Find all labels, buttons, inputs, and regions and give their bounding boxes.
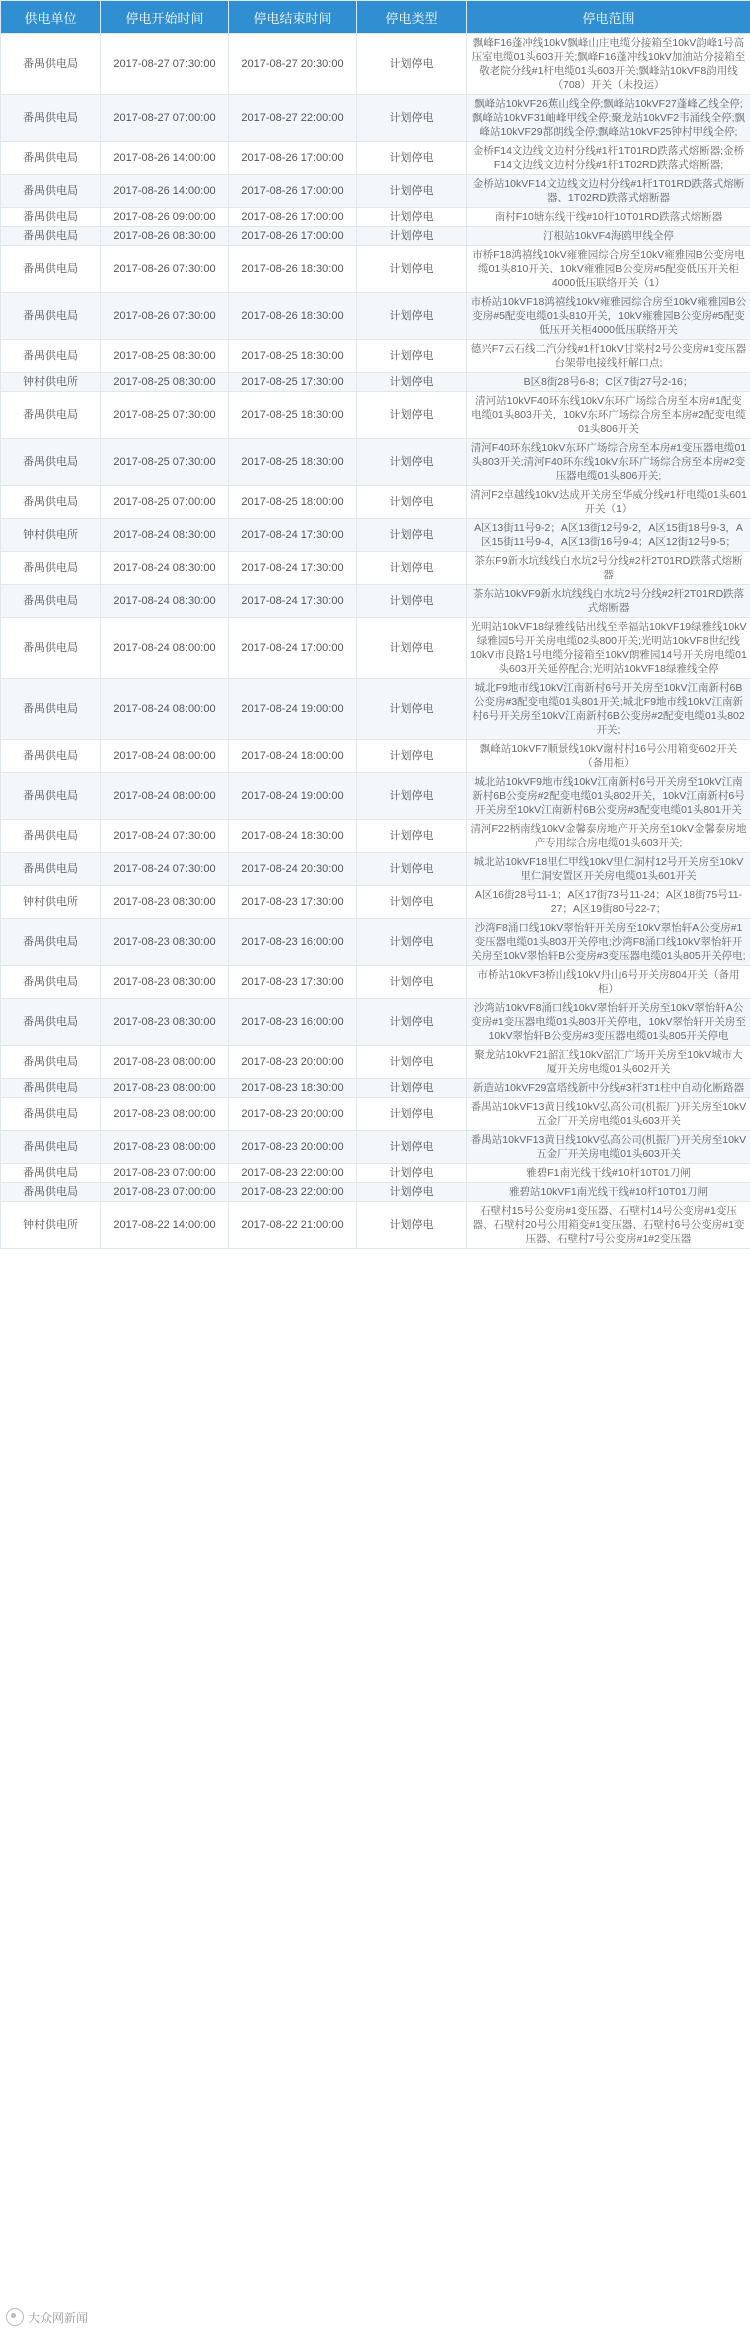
cell-end-time: 2017-08-23 17:30:00 <box>229 966 357 999</box>
cell-type: 计划停电 <box>357 340 467 373</box>
cell-range: 市桥站10kVF3桥山线10kV丹山6号开关房804开关（备用柜） <box>467 966 750 999</box>
table-row <box>1 886 750 919</box>
cell-type: 计划停电 <box>357 95 467 142</box>
cell-range: A区16街28号11-1；A区17街73号11-24；A区18街75号11-27；A区19街80号22-7； <box>467 886 750 919</box>
cell-start-time: 2017-08-23 08:00:00 <box>101 1098 229 1131</box>
cell-range: 金桥站10kVF14文边线文边村分线#1杆1T01RD跌落式熔断器、1T02RD跌落式熔断器 <box>467 175 750 208</box>
cell-end-time: 2017-08-26 17:00:00 <box>229 142 357 175</box>
cell-type: 计划停电 <box>357 886 467 919</box>
cell-type: 计划停电 <box>357 1098 467 1131</box>
cell-end-time: 2017-08-23 17:30:00 <box>229 886 357 919</box>
header-start-time: 停电开始时间 <box>101 1 229 34</box>
cell-start-time: 2017-08-26 14:00:00 <box>101 175 229 208</box>
watermark <box>6 2308 88 2326</box>
table-row <box>1 95 750 142</box>
cell-end-time: 2017-08-23 16:00:00 <box>229 919 357 966</box>
cell-type: 计划停电 <box>357 999 467 1046</box>
cell-range: 石壁村15号公变房#1变压器、石壁村14号公变房#1变压器、石壁村20号公用箱变#1变压器、石壁村6号公变房#1变压器、石壁村7号公变房#1#2变压器 <box>467 1202 750 1249</box>
cell-unit: 番禺供电局 <box>1 227 101 246</box>
cell-range: 市桥站10kVF18鸿禧线10kV雍雅园综合房至10kV雍雅园B公变房#5配变电缆01头810开关，10kV雍雅园B公变房#5配变低压开关柜4000低压联络开关 <box>467 293 750 340</box>
cell-end-time: 2017-08-23 22:00:00 <box>229 1183 357 1202</box>
table-row <box>1 519 750 552</box>
table-row <box>1 227 750 246</box>
cell-range: 清河F22柄南线10kV金馨泰房地产开关房至10kV金馨泰房地产专用综合房电缆01头603开关; <box>467 820 750 853</box>
cell-unit: 番禺供电局 <box>1 999 101 1046</box>
table-row <box>1 618 750 679</box>
cell-unit: 钟村供电所 <box>1 519 101 552</box>
cell-type: 计划停电 <box>357 227 467 246</box>
cell-unit: 番禺供电局 <box>1 1079 101 1098</box>
cell-range: 城北站10kVF18里仁甲线10kV里仁洞村12号开关房至10kV里仁洞安置区开关房电缆01头601开关 <box>467 853 750 886</box>
cell-range: 德兴F7云石线二汽分线#1杆10kV甘棠村2号公变房#1变压器台架带电接线杆解口点; <box>467 340 750 373</box>
table-row <box>1 340 750 373</box>
cell-end-time: 2017-08-25 18:30:00 <box>229 392 357 439</box>
cell-range: 番禺站10kVF13黄日线10kV弘高公司(机振厂)开关房至10kV五金厂开关房电缆01头603开关 <box>467 1098 750 1131</box>
cell-type: 计划停电 <box>357 740 467 773</box>
cell-unit: 番禺供电局 <box>1 1164 101 1183</box>
cell-start-time: 2017-08-24 07:30:00 <box>101 820 229 853</box>
cell-range: B区8街28号6-8；C区7街27号2-16； <box>467 373 750 392</box>
cell-start-time: 2017-08-23 07:00:00 <box>101 1164 229 1183</box>
cell-unit: 钟村供电所 <box>1 886 101 919</box>
cell-type: 计划停电 <box>357 142 467 175</box>
cell-unit: 钟村供电所 <box>1 373 101 392</box>
table-row <box>1 486 750 519</box>
cell-start-time: 2017-08-27 07:00:00 <box>101 95 229 142</box>
cell-end-time: 2017-08-24 17:30:00 <box>229 519 357 552</box>
cell-type: 计划停电 <box>357 175 467 208</box>
table-row <box>1 740 750 773</box>
cell-unit: 番禺供电局 <box>1 1183 101 1202</box>
table-row <box>1 1079 750 1098</box>
cell-type: 计划停电 <box>357 618 467 679</box>
table-row <box>1 246 750 293</box>
cell-unit: 番禺供电局 <box>1 1131 101 1164</box>
table-row <box>1 142 750 175</box>
cell-unit: 番禺供电局 <box>1 966 101 999</box>
cell-range: 飘峰F16蓬冲线10kV飘峰山庄电缆分接箱至10kV韵峰1号高压室电缆01头603开关;飘峰F16蓬冲线10kV加油站分接箱至敬老院分线#1杆电缆01头603开关;飘峰站10kVF8韵用线（708）开关（未投运） <box>467 34 750 95</box>
cell-end-time: 2017-08-24 17:30:00 <box>229 552 357 585</box>
table-row <box>1 585 750 618</box>
table-row <box>1 552 750 585</box>
table-row <box>1 1131 750 1164</box>
cell-start-time: 2017-08-26 08:30:00 <box>101 227 229 246</box>
cell-unit: 番禺供电局 <box>1 486 101 519</box>
watermark-text: 大众网新闻 <box>28 2310 89 2325</box>
cell-end-time: 2017-08-26 18:30:00 <box>229 293 357 340</box>
cell-type: 计划停电 <box>357 373 467 392</box>
cell-unit: 番禺供电局 <box>1 820 101 853</box>
cell-type: 计划停电 <box>357 208 467 227</box>
cell-range: 城北站10kVF9地市线10kV江南新村6号开关房至10kV江南新村6B公变房#2配变电缆01头802开关，10kV江南新村6号开关房至10kV江南新村6B公变房#3配变电缆01头801开关 <box>467 773 750 820</box>
cell-end-time: 2017-08-25 18:00:00 <box>229 486 357 519</box>
table-row <box>1 820 750 853</box>
cell-start-time: 2017-08-23 08:00:00 <box>101 1079 229 1098</box>
cell-start-time: 2017-08-23 07:00:00 <box>101 1183 229 1202</box>
cell-end-time: 2017-08-26 18:30:00 <box>229 246 357 293</box>
cell-end-time: 2017-08-26 17:00:00 <box>229 208 357 227</box>
cell-start-time: 2017-08-25 07:30:00 <box>101 392 229 439</box>
cell-end-time: 2017-08-25 17:30:00 <box>229 373 357 392</box>
cell-range: 沙湾站10kVF8涌口线10kV翠怡轩开关房至10kV翠怡轩A公变房#1变压器电缆01头803开关停电，10kV翠怡轩开关房至10kV翠怡轩B公变房#3变压器电缆01头805开关停电 <box>467 999 750 1046</box>
cell-type: 计划停电 <box>357 773 467 820</box>
cell-start-time: 2017-08-24 08:00:00 <box>101 773 229 820</box>
cell-type: 计划停电 <box>357 293 467 340</box>
cell-type: 计划停电 <box>357 1046 467 1079</box>
cell-start-time: 2017-08-23 08:30:00 <box>101 919 229 966</box>
header-range: 停电范围 <box>467 1 750 34</box>
cell-range: 城北F9地市线10kV江南新村6号开关房至10kV江南新村6B公变房#3配变电缆01头801开关;城北F9地市线10kV江南新村6号开关房至10kV江南新村6B公变房#2配变电缆01头802开关; <box>467 679 750 740</box>
table-row <box>1 679 750 740</box>
cell-unit: 番禺供电局 <box>1 293 101 340</box>
table-row <box>1 208 750 227</box>
table-row <box>1 34 750 95</box>
table-row <box>1 999 750 1046</box>
cell-end-time: 2017-08-27 20:30:00 <box>229 34 357 95</box>
table-row <box>1 1183 750 1202</box>
cell-start-time: 2017-08-23 08:00:00 <box>101 1131 229 1164</box>
cell-end-time: 2017-08-24 20:30:00 <box>229 853 357 886</box>
cell-type: 计划停电 <box>357 34 467 95</box>
cell-start-time: 2017-08-24 08:30:00 <box>101 585 229 618</box>
cell-start-time: 2017-08-26 09:00:00 <box>101 208 229 227</box>
table-header <box>1 1 750 34</box>
table-row <box>1 373 750 392</box>
cell-type: 计划停电 <box>357 552 467 585</box>
cell-unit: 番禺供电局 <box>1 740 101 773</box>
table-row <box>1 1164 750 1183</box>
cell-start-time: 2017-08-24 07:30:00 <box>101 853 229 886</box>
cell-start-time: 2017-08-24 08:00:00 <box>101 679 229 740</box>
cell-start-time: 2017-08-24 08:00:00 <box>101 618 229 679</box>
header-type: 停电类型 <box>357 1 467 34</box>
cell-end-time: 2017-08-27 22:00:00 <box>229 95 357 142</box>
cell-unit: 番禺供电局 <box>1 1046 101 1079</box>
cell-end-time: 2017-08-23 22:00:00 <box>229 1164 357 1183</box>
table-row <box>1 773 750 820</box>
cell-end-time: 2017-08-22 21:00:00 <box>229 1202 357 1249</box>
cell-start-time: 2017-08-23 08:00:00 <box>101 1046 229 1079</box>
cell-end-time: 2017-08-26 17:00:00 <box>229 175 357 208</box>
cell-end-time: 2017-08-24 18:30:00 <box>229 820 357 853</box>
table-body <box>1 34 750 1249</box>
cell-end-time: 2017-08-23 16:00:00 <box>229 999 357 1046</box>
cell-unit: 番禺供电局 <box>1 618 101 679</box>
cell-range: 茶东站10kVF9新水坑线线白水坑2号分线#2杆2T01RD跌落式熔断器 <box>467 585 750 618</box>
header-row <box>1 1 750 34</box>
cell-unit: 番禺供电局 <box>1 552 101 585</box>
cell-type: 计划停电 <box>357 966 467 999</box>
table-row <box>1 1202 750 1249</box>
cell-unit: 番禺供电局 <box>1 679 101 740</box>
cell-type: 计划停电 <box>357 519 467 552</box>
cell-end-time: 2017-08-24 17:30:00 <box>229 585 357 618</box>
cell-range: 新造站10kVF29富塔线新中分线#3杆3T1柱中自动化断路器 <box>467 1079 750 1098</box>
cell-start-time: 2017-08-25 07:30:00 <box>101 439 229 486</box>
cell-end-time: 2017-08-25 18:30:00 <box>229 340 357 373</box>
cell-range: 茶东F9新水坑线线白水坑2号分线#2杆2T01RD跌落式熔断器 <box>467 552 750 585</box>
cell-type: 计划停电 <box>357 486 467 519</box>
cell-type: 计划停电 <box>357 820 467 853</box>
cell-start-time: 2017-08-23 08:30:00 <box>101 966 229 999</box>
cell-end-time: 2017-08-26 17:00:00 <box>229 227 357 246</box>
cell-type: 计划停电 <box>357 439 467 486</box>
cell-unit: 番禺供电局 <box>1 773 101 820</box>
cell-range: 飘峰站10kVF26蕉山线全停;飘峰站10kVF27蓬峰乙线全停;飘峰站10kVF31岫峰甲线全停;聚龙站10kVF2韦涌线全停;飘峰站10kVF29都朗线全停;飘峰站10kVF25钟村甲线全停; <box>467 95 750 142</box>
table-row <box>1 392 750 439</box>
cell-unit: 番禺供电局 <box>1 1098 101 1131</box>
cell-end-time: 2017-08-24 19:00:00 <box>229 773 357 820</box>
cell-type: 计划停电 <box>357 1183 467 1202</box>
table-row <box>1 966 750 999</box>
cell-unit: 番禺供电局 <box>1 175 101 208</box>
cell-unit: 番禺供电局 <box>1 392 101 439</box>
cell-end-time: 2017-08-23 20:00:00 <box>229 1046 357 1079</box>
table-row <box>1 1046 750 1079</box>
cell-range: 雅碧F1南光线干线#10杆10T01刀闸 <box>467 1164 750 1183</box>
cell-start-time: 2017-08-24 08:30:00 <box>101 552 229 585</box>
cell-type: 计划停电 <box>357 679 467 740</box>
cell-range: 南村F10塘东线干线#10杆10T01RD跌落式熔断器 <box>467 208 750 227</box>
cell-end-time: 2017-08-25 18:30:00 <box>229 439 357 486</box>
cell-start-time: 2017-08-27 07:30:00 <box>101 34 229 95</box>
cell-unit: 番禺供电局 <box>1 853 101 886</box>
cell-start-time: 2017-08-25 07:00:00 <box>101 486 229 519</box>
cell-range: 雅碧站10kVF1南光线干线#10杆10T01刀闸 <box>467 1183 750 1202</box>
cell-start-time: 2017-08-25 08:30:00 <box>101 373 229 392</box>
cell-start-time: 2017-08-22 14:00:00 <box>101 1202 229 1249</box>
cell-type: 计划停电 <box>357 1131 467 1164</box>
cell-start-time: 2017-08-24 08:00:00 <box>101 740 229 773</box>
cell-range: 沙湾F8涌口线10kV翠怡轩开关房至10kV翠怡轩A公变房#1变压器电缆01头803开关停电;沙湾F8涌口线10kV翠怡轩开关房至10kV翠怡轩B公变房#3变压器电缆01头805开关停电; <box>467 919 750 966</box>
cell-type: 计划停电 <box>357 585 467 618</box>
cell-start-time: 2017-08-26 14:00:00 <box>101 142 229 175</box>
table-row <box>1 293 750 340</box>
table-row <box>1 175 750 208</box>
cell-end-time: 2017-08-24 17:00:00 <box>229 618 357 679</box>
cell-start-time: 2017-08-23 08:30:00 <box>101 999 229 1046</box>
cell-type: 计划停电 <box>357 1164 467 1183</box>
cell-start-time: 2017-08-26 07:30:00 <box>101 293 229 340</box>
cell-type: 计划停电 <box>357 1079 467 1098</box>
cell-range: 清河F2卓越线10kV达成开关房至华威分线#1杆电缆01头601开关（1） <box>467 486 750 519</box>
cell-range: 飘峰站10kVF7顺景线10kV谢村村16号公用箱变602开关（备用柜） <box>467 740 750 773</box>
cell-unit: 番禺供电局 <box>1 34 101 95</box>
cell-unit: 番禺供电局 <box>1 208 101 227</box>
cell-start-time: 2017-08-24 08:30:00 <box>101 519 229 552</box>
cell-range: 番禺站10kVF13黄日线10kV弘高公司(机振厂)开关房至10kV五金厂开关房电缆01头603开关 <box>467 1131 750 1164</box>
cell-start-time: 2017-08-26 07:30:00 <box>101 246 229 293</box>
cell-unit: 番禺供电局 <box>1 142 101 175</box>
cell-end-time: 2017-08-23 18:30:00 <box>229 1079 357 1098</box>
cell-unit: 番禺供电局 <box>1 585 101 618</box>
cell-type: 计划停电 <box>357 392 467 439</box>
cell-range: 金桥F14文边线文边村分线#1杆1T01RD跌落式熔断器;金桥F14文边线文边村分线#1杆1T02RD跌落式熔断器; <box>467 142 750 175</box>
cell-range: 聚龙站10kVF21韶汇线10kV韶汇广场开关房至10kV城市大厦开关房电缆01头602开关 <box>467 1046 750 1079</box>
cell-start-time: 2017-08-23 08:30:00 <box>101 886 229 919</box>
table-row <box>1 919 750 966</box>
cell-unit: 番禺供电局 <box>1 340 101 373</box>
cell-unit: 番禺供电局 <box>1 919 101 966</box>
cell-range: 光明站10kVF18绿雅线钻出线至幸福站10kVF19绿雅线10kV绿雅园5号开关房电缆02头800开关;光明站10kVF8世纪线10kV市良路1号电缆分接箱至10kV朗雅园14号开关房电缆01头603开关延停配合;光明站10kVF18绿雅线全停 <box>467 618 750 679</box>
cell-range: A区13街11号9-2；A区13街12号9-2，A区15街18号9-3，A区15街11号9-4，A区13街16号9-4；A区12街12号9-5； <box>467 519 750 552</box>
header-unit: 供电单位 <box>1 1 101 34</box>
cell-range: 汀根站10kVF4海鸥甲线全停 <box>467 227 750 246</box>
cell-start-time: 2017-08-25 08:30:00 <box>101 340 229 373</box>
header-end-time: 停电结束时间 <box>229 1 357 34</box>
watermark-logo-icon <box>6 2308 24 2326</box>
cell-unit: 番禺供电局 <box>1 246 101 293</box>
cell-type: 计划停电 <box>357 246 467 293</box>
cell-unit: 番禺供电局 <box>1 439 101 486</box>
cell-end-time: 2017-08-24 19:00:00 <box>229 679 357 740</box>
table-row <box>1 853 750 886</box>
cell-range: 清河F40环东线10kV东环广场综合房至本房#1变压器电缆01头803开关;清河F40环东线10kV东环广场综合房至本房#2变压器电缆01头806开关; <box>467 439 750 486</box>
cell-range: 市桥F18鸿禧线10kV雍雅园综合房至10kV雍雅园B公变房电缆01头810开关、10kV雍雅园B公变房#5配变低压开关柜4000低压联络开关（1） <box>467 246 750 293</box>
table-row <box>1 439 750 486</box>
cell-unit: 钟村供电所 <box>1 1202 101 1249</box>
cell-type: 计划停电 <box>357 919 467 966</box>
cell-type: 计划停电 <box>357 853 467 886</box>
cell-end-time: 2017-08-24 18:00:00 <box>229 740 357 773</box>
cell-end-time: 2017-08-23 20:00:00 <box>229 1098 357 1131</box>
table-row <box>1 1098 750 1131</box>
cell-end-time: 2017-08-23 20:00:00 <box>229 1131 357 1164</box>
cell-unit: 番禺供电局 <box>1 95 101 142</box>
cell-range: 清河站10kVF40环东线10kV东环广场综合房至本房#1配变电缆01头803开关，10kV东环广场综合房至本房#2配变电缆01头806开关 <box>467 392 750 439</box>
cell-type: 计划停电 <box>357 1202 467 1249</box>
